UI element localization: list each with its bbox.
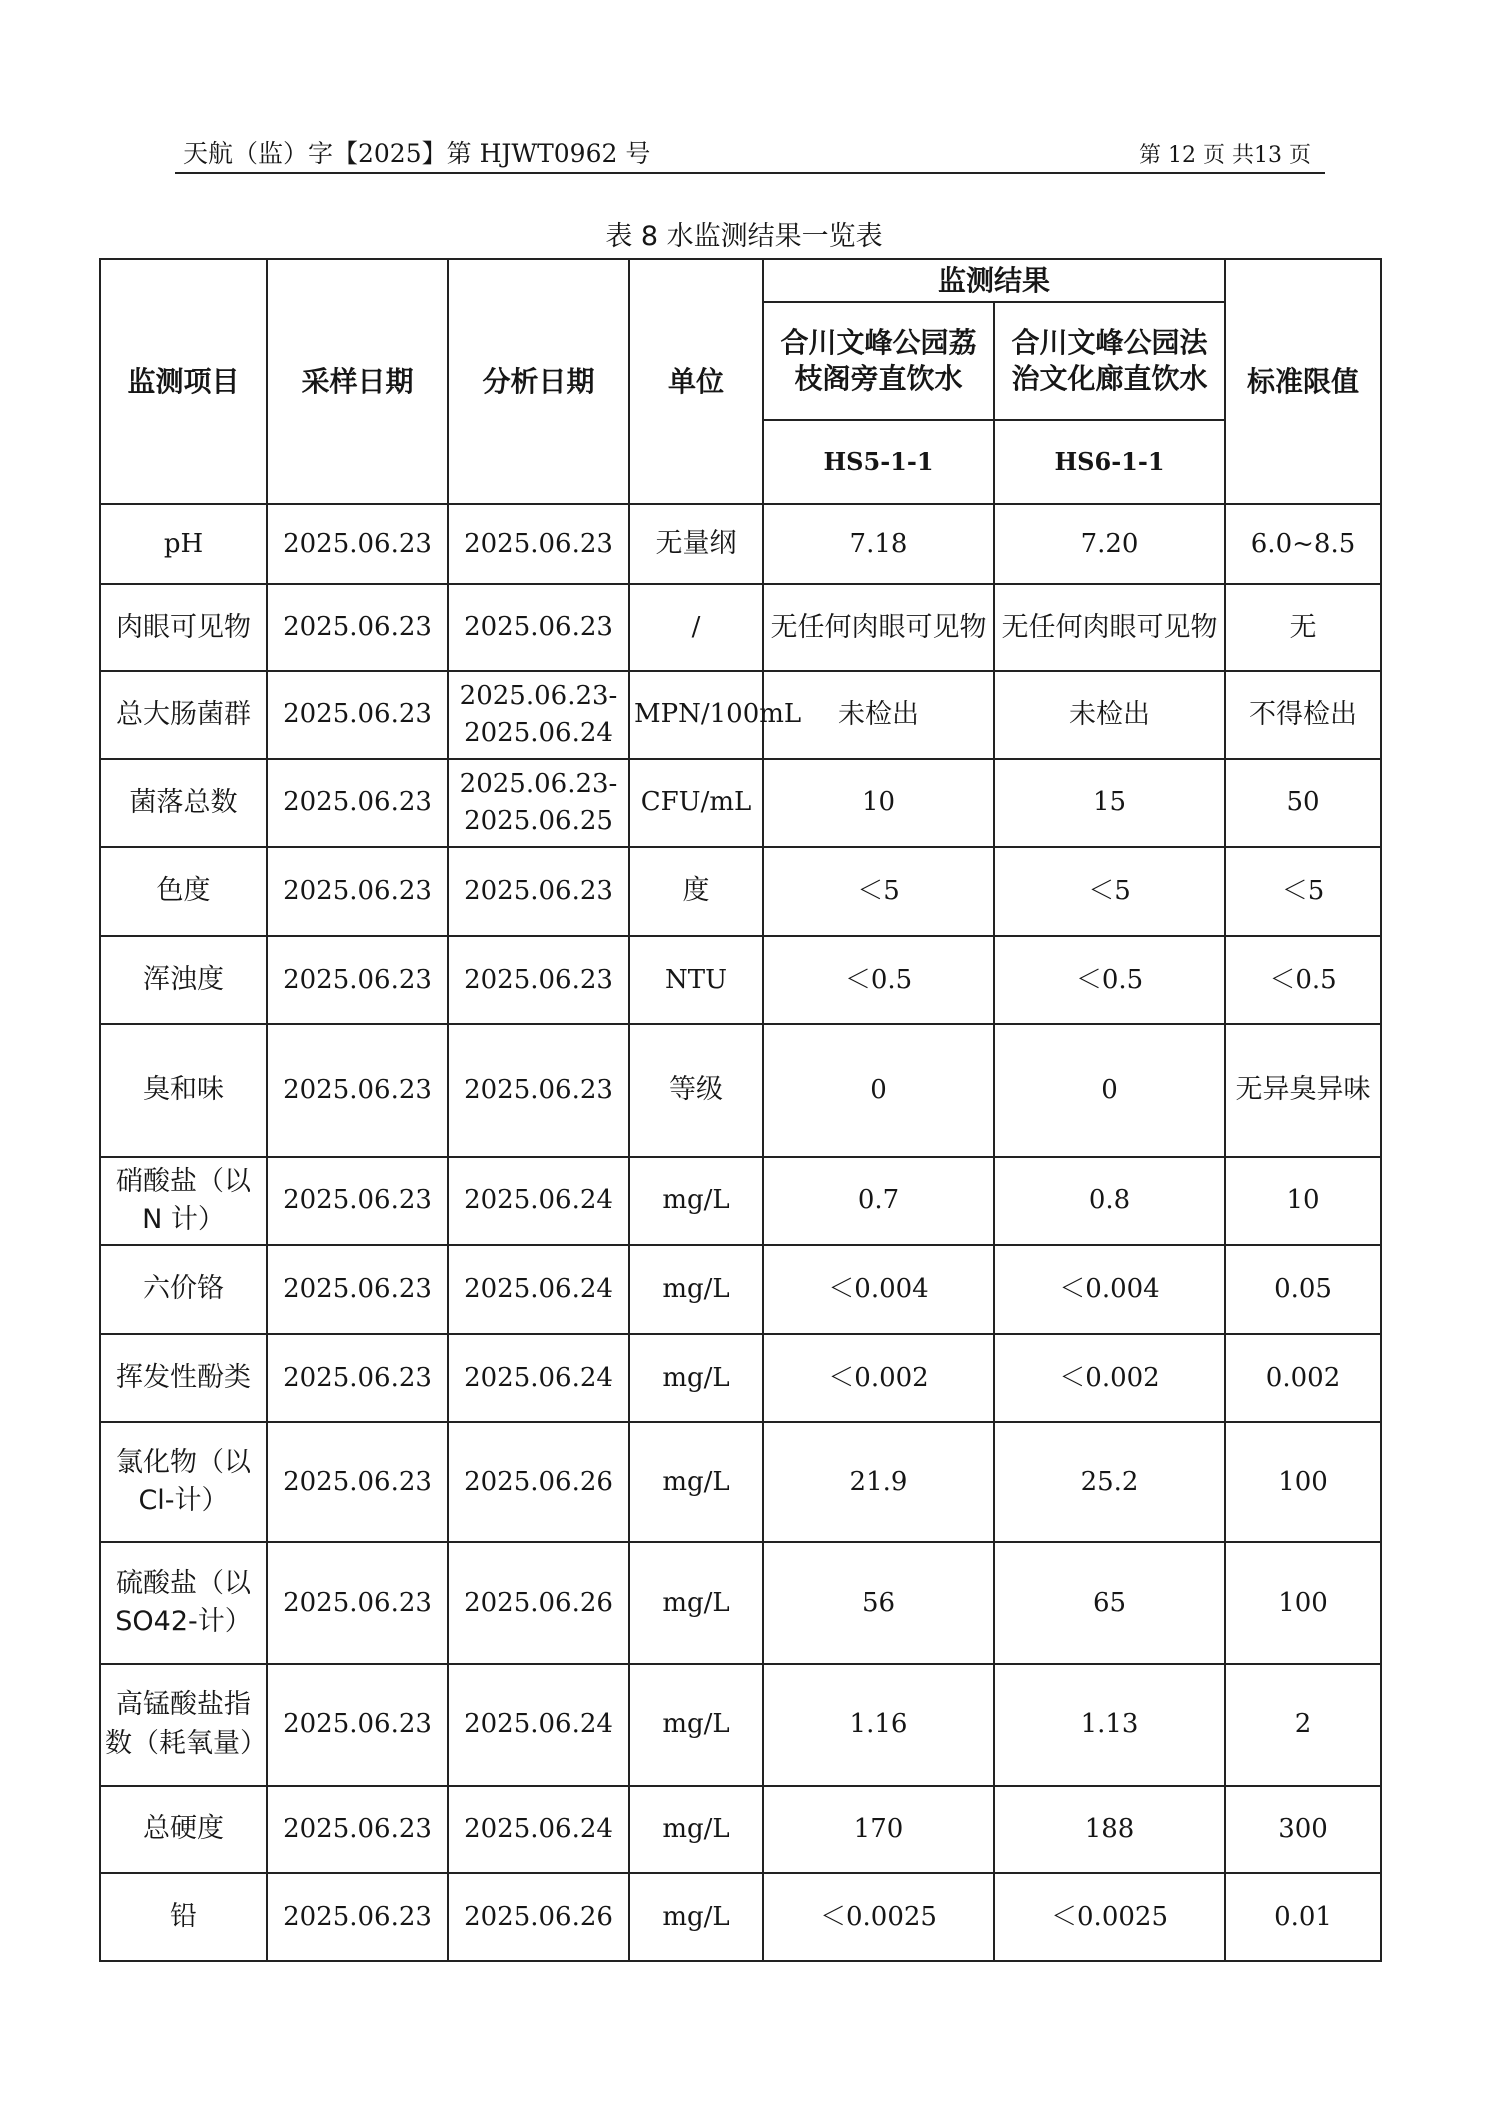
cell-result-2: 1.13 [994, 1664, 1225, 1786]
cell-result-1: 10 [763, 759, 994, 848]
report-number: 天航（监）字【2025】第 HJWT0962 号 [183, 139, 651, 168]
cell-item: 挥发性酚类 [100, 1334, 267, 1423]
cell-sample-date: 2025.06.23 [267, 759, 448, 848]
cell-analysis-date: 2025.06.23 [448, 584, 629, 671]
table-row [100, 1542, 1381, 1663]
cell-sample-date: 2025.06.23 [267, 671, 448, 759]
cell-unit: 等级 [629, 1024, 763, 1156]
cell-item: 铅 [100, 1873, 267, 1961]
cell-result-2: 0 [994, 1024, 1225, 1156]
cell-sample-date: 2025.06.23 [267, 1245, 448, 1334]
page-number: 第 12 页 共13 页 [1139, 143, 1311, 168]
cell-analysis-date: 2025.06.23 [448, 504, 629, 584]
cell-analysis-date: 2025.06.24 [448, 1245, 629, 1334]
cell-result-2: ＜5 [994, 847, 1225, 936]
table-row [100, 584, 1381, 671]
cell-analysis-date: 2025.06.24 [448, 1664, 629, 1786]
cell-analysis-date: 2025.06.24 [448, 1157, 629, 1246]
cell-sample-date: 2025.06.23 [267, 1664, 448, 1786]
cell-unit: mg/L [629, 1422, 763, 1542]
cell-unit: mg/L [629, 1873, 763, 1961]
table-row [100, 1157, 1381, 1246]
cell-result-1: 未检出 [763, 671, 994, 759]
cell-result-1: ＜0.0025 [763, 1873, 994, 1961]
cell-analysis-date: 2025.06.24 [448, 1786, 629, 1874]
cell-analysis-date: 2025.06.26 [448, 1422, 629, 1542]
cell-unit: mg/L [629, 1786, 763, 1874]
cell-sample-date: 2025.06.23 [267, 1873, 448, 1961]
header-limit: 标准限值 [1225, 259, 1381, 504]
table-caption: 表 8 水监测结果一览表 [605, 221, 883, 252]
cell-unit: mg/L [629, 1334, 763, 1423]
cell-item: 肉眼可见物 [100, 584, 267, 671]
table-row [100, 1786, 1381, 1874]
cell-limit: 100 [1225, 1422, 1381, 1542]
cell-result-1: 0.7 [763, 1157, 994, 1246]
cell-result-2: 188 [994, 1786, 1225, 1874]
cell-unit: mg/L [629, 1542, 763, 1663]
cell-limit: 0.05 [1225, 1245, 1381, 1334]
cell-sample-date: 2025.06.23 [267, 1786, 448, 1874]
cell-analysis-date: 2025.06.26 [448, 1873, 629, 1961]
cell-sample-date: 2025.06.23 [267, 584, 448, 671]
cell-analysis-date: 2025.06.23-2025.06.25 [448, 759, 629, 848]
cell-sample-date: 2025.06.23 [267, 1334, 448, 1423]
table-row [100, 1334, 1381, 1423]
cell-unit: 无量纲 [629, 504, 763, 584]
table-row [100, 1245, 1381, 1334]
cell-unit: mg/L [629, 1157, 763, 1246]
cell-item: 氯化物（以 Cl-计） [100, 1422, 267, 1542]
table-row [100, 1664, 1381, 1786]
cell-limit: ＜0.5 [1225, 936, 1381, 1025]
cell-result-1: 56 [763, 1542, 994, 1663]
cell-result-2: ＜0.002 [994, 1334, 1225, 1423]
cell-item: 硝酸盐（以 N 计） [100, 1157, 267, 1246]
cell-item: 色度 [100, 847, 267, 936]
cell-result-1: 170 [763, 1786, 994, 1874]
cell-analysis-date: 2025.06.23-2025.06.24 [448, 671, 629, 759]
water-monitoring-table [99, 258, 1382, 1962]
page-header [175, 132, 1325, 174]
cell-unit: CFU/mL [629, 759, 763, 848]
cell-result-1: 21.9 [763, 1422, 994, 1542]
header-analysis-date: 分析日期 [448, 259, 629, 504]
cell-result-2: ＜0.004 [994, 1245, 1225, 1334]
cell-result-2: 7.20 [994, 504, 1225, 584]
cell-unit: NTU [629, 936, 763, 1025]
cell-result-2: 0.8 [994, 1157, 1225, 1246]
table-row [100, 504, 1381, 584]
header-code-1: HS5-1-1 [763, 420, 994, 504]
cell-sample-date: 2025.06.23 [267, 504, 448, 584]
header-code-2: HS6-1-1 [994, 420, 1225, 504]
cell-limit: 10 [1225, 1157, 1381, 1246]
header-unit: 单位 [629, 259, 763, 504]
cell-result-2: 未检出 [994, 671, 1225, 759]
header-sample-date: 采样日期 [267, 259, 448, 504]
cell-analysis-date: 2025.06.23 [448, 1024, 629, 1156]
table-row [100, 1024, 1381, 1156]
cell-limit: 100 [1225, 1542, 1381, 1663]
cell-result-2: ＜0.5 [994, 936, 1225, 1025]
cell-item: 总硬度 [100, 1786, 267, 1874]
header-site-2: 合川文峰公园法治文化廊直饮水 [994, 302, 1225, 420]
cell-result-1: ＜0.004 [763, 1245, 994, 1334]
cell-result-2: 15 [994, 759, 1225, 848]
cell-item: 总大肠菌群 [100, 671, 267, 759]
cell-item: 硫酸盐（以 SO42-计） [100, 1542, 267, 1663]
table-row [100, 671, 1381, 759]
cell-result-1: 7.18 [763, 504, 994, 584]
cell-analysis-date: 2025.06.23 [448, 847, 629, 936]
cell-unit: mg/L [629, 1664, 763, 1786]
cell-limit: 无异臭异味 [1225, 1024, 1381, 1156]
cell-result-2: ＜0.0025 [994, 1873, 1225, 1961]
cell-sample-date: 2025.06.23 [267, 936, 448, 1025]
cell-result-2: 65 [994, 1542, 1225, 1663]
cell-unit: mg/L [629, 1245, 763, 1334]
cell-item: 高锰酸盐指数（耗氧量） [100, 1664, 267, 1786]
table-row [100, 847, 1381, 936]
table-row [100, 1422, 1381, 1542]
cell-limit: 300 [1225, 1786, 1381, 1874]
table-row [100, 1873, 1381, 1961]
cell-result-1: ＜5 [763, 847, 994, 936]
cell-unit: / [629, 584, 763, 671]
cell-analysis-date: 2025.06.26 [448, 1542, 629, 1663]
cell-result-1: 0 [763, 1024, 994, 1156]
cell-unit: MPN/100mL [629, 671, 763, 759]
cell-limit: 6.0~8.5 [1225, 504, 1381, 584]
header-item: 监测项目 [100, 259, 267, 504]
cell-result-1: 1.16 [763, 1664, 994, 1786]
header-site-1: 合川文峰公园荔枝阁旁直饮水 [763, 302, 994, 420]
cell-result-1: 无任何肉眼可见物 [763, 584, 994, 671]
cell-sample-date: 2025.06.23 [267, 1422, 448, 1542]
cell-unit: 度 [629, 847, 763, 936]
cell-limit: 无 [1225, 584, 1381, 671]
cell-limit: 50 [1225, 759, 1381, 848]
cell-analysis-date: 2025.06.24 [448, 1334, 629, 1423]
header-results: 监测结果 [763, 259, 1225, 302]
cell-result-1: ＜0.002 [763, 1334, 994, 1423]
cell-limit: 2 [1225, 1664, 1381, 1786]
cell-result-2: 无任何肉眼可见物 [994, 584, 1225, 671]
cell-result-2: 25.2 [994, 1422, 1225, 1542]
cell-item: 菌落总数 [100, 759, 267, 848]
cell-limit: 0.002 [1225, 1334, 1381, 1423]
cell-sample-date: 2025.06.23 [267, 1024, 448, 1156]
table-row [100, 936, 1381, 1025]
cell-item: pH [100, 504, 267, 584]
cell-item: 浑浊度 [100, 936, 267, 1025]
cell-sample-date: 2025.06.23 [267, 847, 448, 936]
cell-item: 六价铬 [100, 1245, 267, 1334]
cell-item: 臭和味 [100, 1024, 267, 1156]
cell-sample-date: 2025.06.23 [267, 1542, 448, 1663]
cell-analysis-date: 2025.06.23 [448, 936, 629, 1025]
table-row [100, 759, 1381, 848]
cell-limit: ＜5 [1225, 847, 1381, 936]
cell-limit: 不得检出 [1225, 671, 1381, 759]
cell-sample-date: 2025.06.23 [267, 1157, 448, 1246]
cell-result-1: ＜0.5 [763, 936, 994, 1025]
cell-limit: 0.01 [1225, 1873, 1381, 1961]
